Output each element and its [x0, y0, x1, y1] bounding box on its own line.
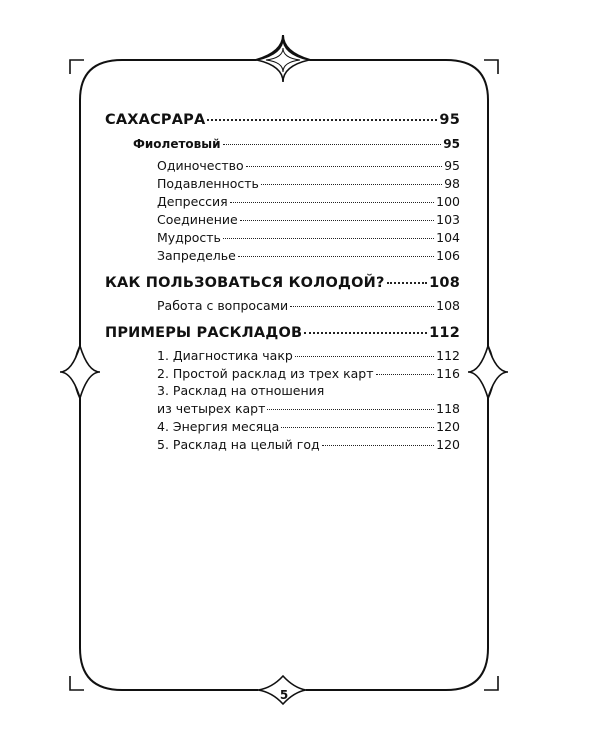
- toc-entry-label: Подавленность: [157, 176, 259, 191]
- toc-entry-page: 106: [436, 248, 460, 263]
- toc-entry-page: 103: [436, 212, 460, 227]
- toc-entry[interactable]: [157, 437, 460, 452]
- toc-entry-examples[interactable]: [105, 325, 460, 341]
- toc-entry-page: 95: [443, 137, 460, 151]
- toc-entry-page: 108: [436, 298, 460, 313]
- toc-entry[interactable]: [157, 419, 460, 434]
- toc-entry-page: 104: [436, 230, 460, 245]
- dot-leader: [304, 332, 427, 334]
- toc-entry-label: 1. Диагностика чакр: [157, 348, 293, 363]
- toc-entry-label: Одиночество: [157, 158, 244, 173]
- toc-entry-label: Запределье: [157, 248, 236, 263]
- toc-entry-page: 118: [436, 401, 460, 416]
- toc-entry-label: Депрессия: [157, 194, 228, 209]
- toc-entry-page: 112: [429, 325, 460, 341]
- toc-entry-page: 100: [436, 194, 460, 209]
- toc-entry[interactable]: [157, 158, 460, 173]
- toc-entry-page: 108: [429, 275, 460, 291]
- dot-leader: [240, 220, 434, 221]
- toc-entry-page: 95: [444, 158, 460, 173]
- dot-leader: [322, 445, 435, 446]
- toc-entry[interactable]: [157, 230, 460, 245]
- right-ornament: [468, 346, 508, 398]
- dot-leader: [223, 144, 442, 145]
- toc-entry[interactable]: [157, 194, 460, 209]
- dot-leader: [281, 427, 434, 428]
- toc-entry-label: Работа с вопросами: [157, 298, 289, 313]
- toc-entry-label: Соединение: [157, 212, 238, 227]
- toc-entry[interactable]: [157, 348, 460, 363]
- toc-entry-page: 112: [436, 348, 460, 363]
- toc-entry-violet[interactable]: [133, 137, 460, 151]
- toc-entry[interactable]: [157, 366, 460, 381]
- toc-entry-page: 95: [439, 112, 460, 128]
- toc-entry-page: 120: [436, 419, 460, 434]
- top-ornament: [257, 38, 309, 82]
- toc-entry-label: 2. Простой расклад из трех карт: [157, 366, 374, 381]
- dot-leader: [246, 166, 442, 167]
- toc-entry-label: КАК ПОЛЬЗОВАТЬСЯ КОЛОДОЙ?: [105, 275, 385, 291]
- dot-leader: [267, 409, 434, 410]
- toc-entry-page: 116: [436, 366, 460, 381]
- toc-entry-label: САХАСРАРА: [105, 112, 206, 128]
- toc-entry[interactable]: [157, 176, 460, 191]
- toc-entry-label: 4. Энергия месяца: [157, 419, 280, 434]
- toc-entry[interactable]: [157, 401, 460, 416]
- dot-leader: [387, 282, 428, 284]
- toc-entry[interactable]: [157, 298, 460, 313]
- dot-leader: [261, 184, 442, 185]
- toc-entry-label: Фиолетовый: [133, 137, 221, 151]
- toc-entry-label: Мудрость: [157, 230, 221, 245]
- toc-entry-how-to-use[interactable]: [105, 275, 460, 291]
- toc-entry[interactable]: [157, 212, 460, 227]
- dot-leader: [238, 256, 434, 257]
- toc-entry-label: ПРИМЕРЫ РАСКЛАДОВ: [105, 325, 303, 341]
- toc-entry-page: 98: [444, 176, 460, 191]
- toc-entry[interactable]: [157, 248, 460, 263]
- dot-leader: [230, 202, 434, 203]
- dot-leader: [290, 306, 434, 307]
- page-number: 5: [279, 688, 289, 702]
- toc-entry-label-line1[interactable]: 3. Расклад на отношения: [157, 383, 325, 398]
- toc-entry-sahasrara[interactable]: [105, 112, 460, 128]
- toc-entry-page: 120: [436, 437, 460, 452]
- dot-leader: [223, 238, 434, 239]
- toc-entry-label: 5. Расклад на целый год: [157, 437, 320, 452]
- dot-leader: [295, 356, 434, 357]
- dot-leader: [376, 374, 435, 375]
- toc-entry-label: из четырех карт: [157, 401, 266, 416]
- dot-leader: [207, 119, 437, 121]
- left-ornament: [60, 346, 100, 398]
